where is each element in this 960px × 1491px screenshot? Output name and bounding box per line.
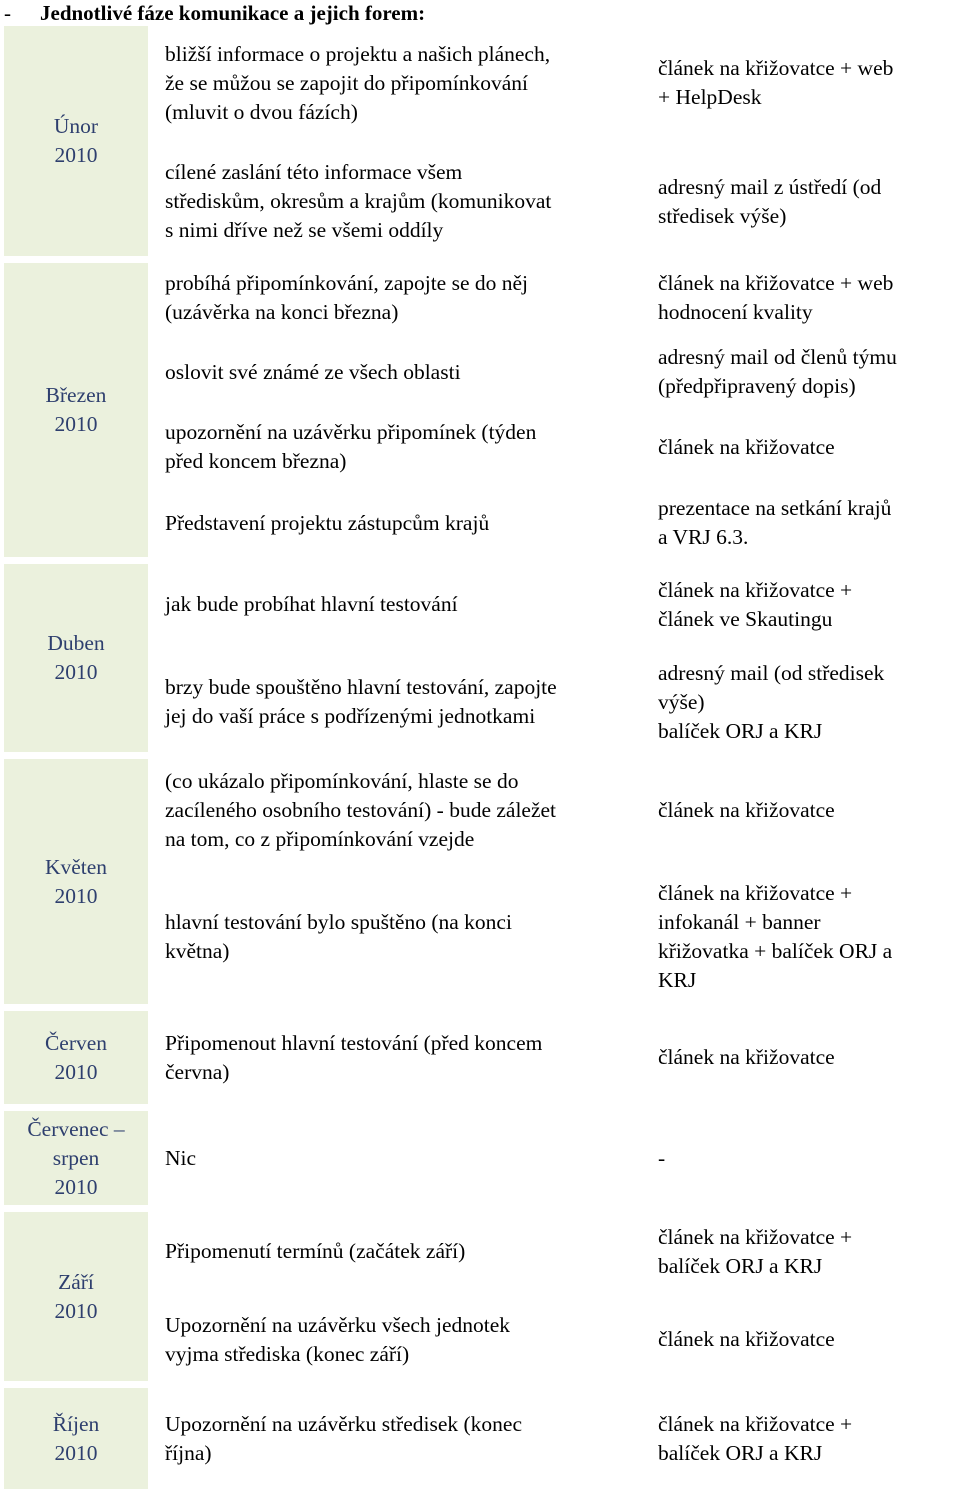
description-cell-line: Představení projektu zástupcům krajů <box>165 510 490 535</box>
description-cell-line: Připomenutí termínů (začátek září) <box>165 1239 466 1263</box>
form-cell-line: článek na křižovatce + <box>658 1411 853 1436</box>
month-cell <box>4 1111 148 1205</box>
month-cell-line: 2010 <box>54 1059 98 1084</box>
month-cell-line: 2010 <box>54 1298 98 1323</box>
description-cell-line: cílené zaslání této informace všem <box>165 160 463 184</box>
month-cell <box>4 564 148 752</box>
heading-title: Jednotlivé fáze komunikace a jejich forem: <box>40 1 426 25</box>
description-cell <box>155 1212 642 1291</box>
description-cell <box>155 1111 642 1205</box>
month-cell-line: Duben <box>47 631 105 655</box>
month-cell-line: 2010 <box>54 1440 98 1465</box>
description-cell-line: probíhá připomínkování, zapojte se do něj <box>165 270 529 295</box>
form-cell-line: + HelpDesk <box>658 85 762 109</box>
form-cell-line: výše) <box>658 689 705 714</box>
month-cell-line: Únor <box>53 114 99 138</box>
description-cell <box>155 412 642 482</box>
description-cell-line: střediskům, okresům a krajům (komunikovat <box>165 189 552 213</box>
description-cell-line: Připomenout hlavní testování (před koncem <box>165 1030 543 1055</box>
form-cell-line: článek na křižovatce + <box>658 1224 853 1249</box>
form-cell-line: adresný mail (od středisek <box>658 660 885 685</box>
description-cell-line: upozornění na uzávěrku připomínek (týden <box>165 420 537 444</box>
description-cell-line: na tom, co z připomínkování vzejde <box>165 827 475 851</box>
form-cell <box>649 652 956 752</box>
description-cell-line: jej do vaší práce s podřízenými jednotkami <box>165 704 536 728</box>
form-cell-line: článek na křižovatce + <box>658 880 853 905</box>
month-cell <box>4 26 148 256</box>
description-cell-line: s nimi dříve než se všemi oddíly <box>165 218 444 242</box>
form-cell <box>649 1011 956 1104</box>
form-cell-line: článek na křižovatce <box>658 1327 835 1351</box>
form-cell <box>649 26 956 140</box>
description-cell-line: hlavní testování bylo spuštěno (na konci <box>165 909 512 934</box>
description-cell-line: Nic <box>165 1145 197 1170</box>
month-cell-line: 2010 <box>54 883 98 908</box>
month-cell <box>4 1388 148 1489</box>
form-cell-line: křižovatka + balíček ORJ a <box>658 938 893 963</box>
form-cell-line: středisek výše) <box>658 203 787 228</box>
form-cell <box>649 412 956 482</box>
description-cell-line: Upozornění na uzávěrku všech jednotek <box>165 1312 511 1337</box>
form-cell-line: balíček ORJ a KRJ <box>658 1253 823 1278</box>
description-cell-line: října) <box>165 1440 212 1465</box>
month-cell-line: Červen <box>44 1030 108 1055</box>
heading-bullet: - <box>4 1 11 25</box>
form-cell <box>649 759 956 862</box>
form-cell-line: (předpřipravený dopis) <box>658 374 856 398</box>
description-cell-line: vyjma střediska (konec září) <box>165 1341 410 1366</box>
form-cell-line: hodnocení kvality <box>658 299 813 324</box>
description-cell-line: (uzávěrka na konci března) <box>165 299 399 324</box>
form-cell <box>649 1212 956 1291</box>
form-cell <box>649 869 956 1004</box>
form-cell <box>649 339 956 405</box>
form-cell-line: článek na křižovatce <box>658 434 835 459</box>
description-cell <box>155 26 642 140</box>
description-cell <box>155 869 642 1004</box>
month-cell-line: srpen <box>52 1145 100 1170</box>
month-cell-line: Březen <box>45 383 107 407</box>
form-cell <box>649 489 956 557</box>
month-cell-line: 2010 <box>54 660 98 684</box>
form-cell-line: balíček ORJ a KRJ <box>658 1440 823 1465</box>
form-cell <box>649 263 956 332</box>
form-cell-line: KRJ <box>658 967 697 992</box>
form-cell-line: balíček ORJ a KRJ <box>658 718 823 743</box>
description-cell-line: že se můžou se zapojit do připomínkování <box>165 70 529 95</box>
form-cell-line: článek ve Skautingu <box>658 606 833 631</box>
month-cell-line: 2010 <box>54 143 98 167</box>
form-cell-line: prezentace na setkání krajů <box>658 496 892 520</box>
form-cell-line: článek na křižovatce + web <box>658 56 894 80</box>
description-cell-line: (mluvit o dvou fázích) <box>165 99 358 124</box>
description-cell-line: jak bude probíhat hlavní testování <box>165 592 458 616</box>
form-cell-line: článek na křižovatce + <box>658 577 853 602</box>
description-cell <box>155 1298 642 1381</box>
description-cell-line: května) <box>165 938 230 963</box>
description-cell-line: před koncem března) <box>165 449 347 473</box>
description-cell-line: oslovit své známé ze všech oblasti <box>165 359 461 384</box>
description-cell <box>155 263 642 332</box>
description-cell <box>155 759 642 862</box>
month-cell-line: 2010 <box>54 1174 98 1199</box>
description-cell-line: Upozornění na uzávěrku středisek (konec <box>165 1411 522 1436</box>
description-cell-line: června) <box>165 1059 230 1084</box>
form-cell-line: a VRJ 6.3. <box>658 525 749 549</box>
description-cell <box>155 489 642 557</box>
form-cell-line: infokanál + banner <box>658 909 821 934</box>
form-cell <box>649 1298 956 1381</box>
form-cell-line: článek na křižovatce <box>658 798 835 822</box>
form-cell-line: článek na křižovatce + web <box>658 270 894 295</box>
form-cell-line: článek na křižovatce <box>658 1045 835 1069</box>
form-cell-line: adresný mail z ústředí (od <box>658 174 882 199</box>
form-cell-line: - <box>658 1145 666 1170</box>
description-cell <box>155 1388 642 1489</box>
description-cell-line: bližší informace o projektu a našich plánech, <box>165 41 551 66</box>
form-cell <box>649 1111 956 1205</box>
description-cell <box>155 564 642 645</box>
description-cell <box>155 147 642 256</box>
month-cell-line: 2010 <box>54 412 98 436</box>
month-cell <box>4 1212 148 1381</box>
description-cell <box>155 1011 642 1104</box>
month-cell-line: Září <box>58 1269 94 1294</box>
month-cell <box>4 1011 148 1104</box>
description-cell-line: (co ukázalo připomínkování, hlaste se do <box>165 769 519 793</box>
form-cell <box>649 147 956 256</box>
description-cell-line: zacíleného osobního testování) - bude záležet <box>165 798 557 822</box>
month-cell-line: Květen <box>44 854 108 879</box>
description-cell-line: brzy bude spouštěno hlavní testování, zapojte <box>165 675 557 699</box>
description-cell <box>155 652 642 752</box>
communication-phases-table <box>0 26 960 1491</box>
month-cell <box>4 263 148 557</box>
description-cell <box>155 339 642 405</box>
month-cell-line: Červenec – <box>27 1116 125 1141</box>
form-cell-line: adresný mail od členů týmu <box>658 345 897 369</box>
form-cell <box>649 1388 956 1489</box>
month-cell-line: Říjen <box>52 1411 100 1436</box>
form-cell <box>649 564 956 645</box>
section-heading <box>4 0 425 26</box>
month-cell <box>4 759 148 1004</box>
